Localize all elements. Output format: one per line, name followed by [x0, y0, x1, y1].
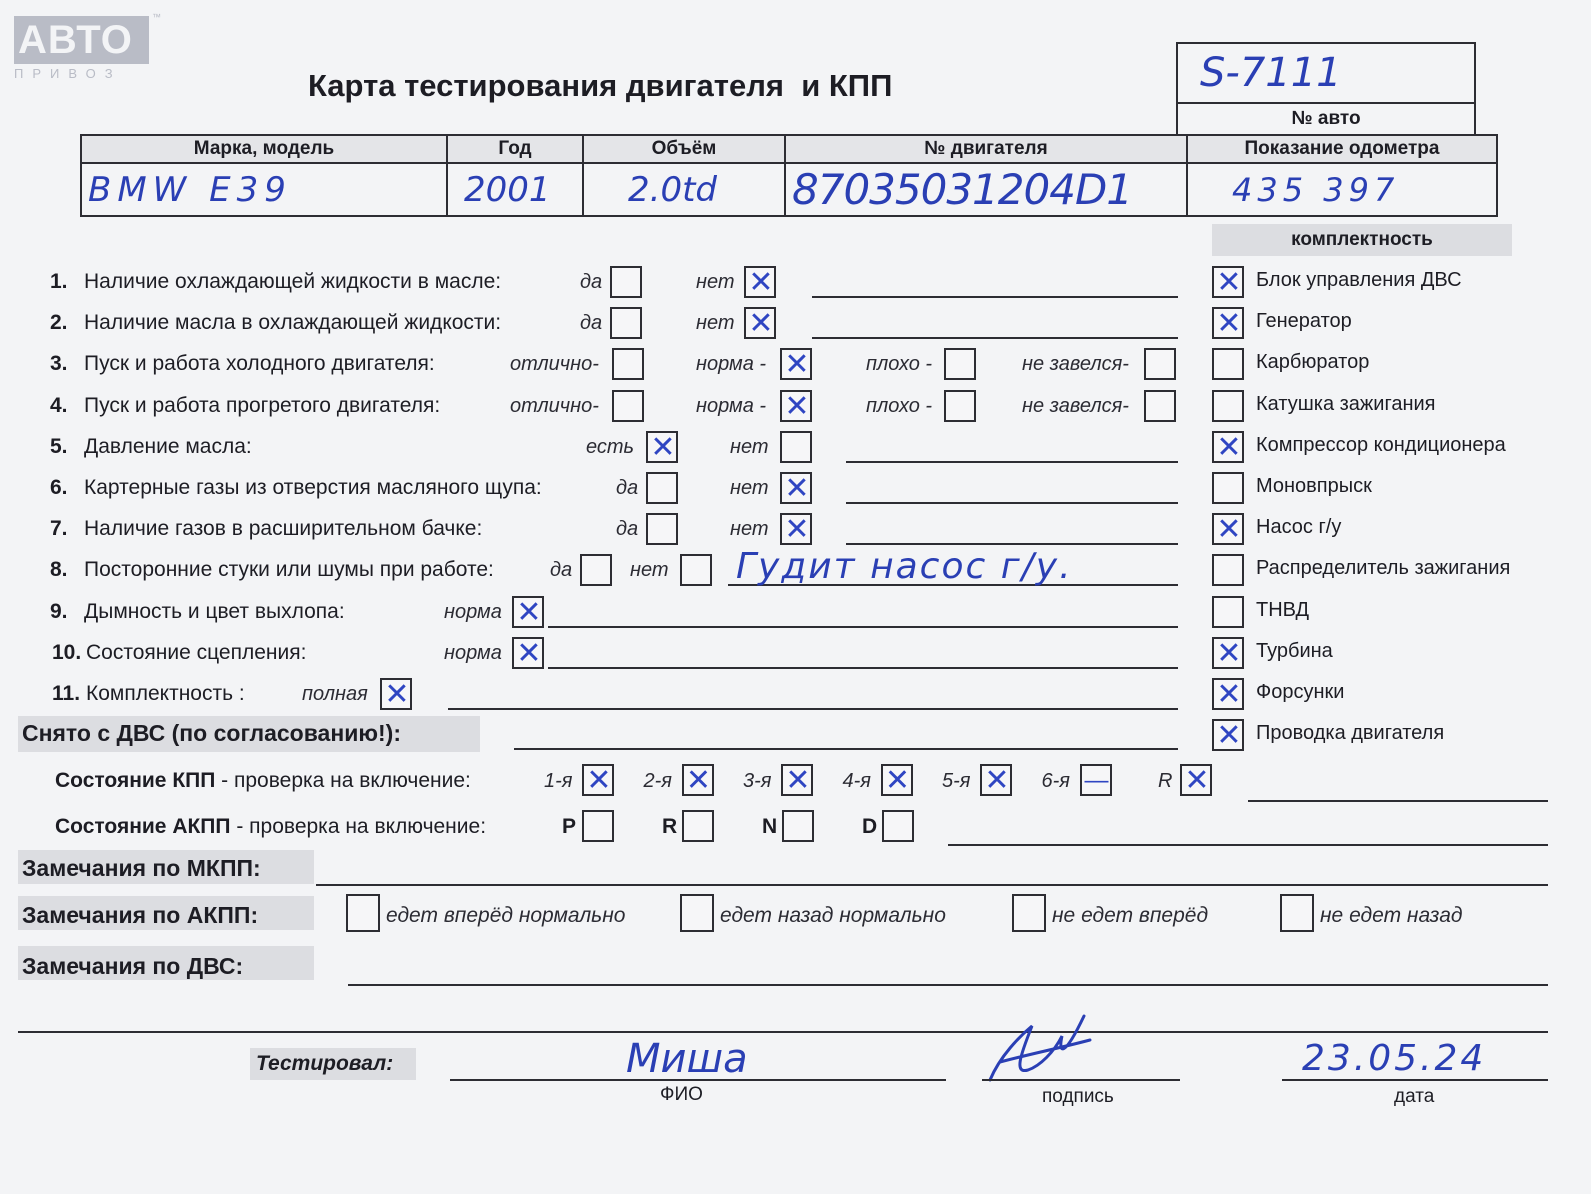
row-number: 2.	[50, 311, 68, 335]
row-option-checkbox[interactable]	[944, 348, 976, 380]
kpp-label-rest: - проверка на включение:	[215, 769, 471, 792]
kpp-gear-label: 6-я	[1041, 770, 1070, 792]
row-number: 5.	[50, 434, 68, 458]
akpp-position-label: N	[762, 815, 778, 838]
col-engine-number: № двигателя	[785, 135, 1187, 163]
kit-item-label: Катушка зажигания	[1256, 392, 1436, 415]
row-option-checkbox[interactable]	[646, 472, 678, 504]
mkpp-remarks-line[interactable]	[316, 884, 1548, 886]
kit-item-label: ТНВД	[1256, 598, 1310, 621]
row-label: Комплектность :	[86, 682, 245, 705]
row-option-checkbox[interactable]	[780, 431, 812, 463]
row-label: Картерные газы из отверстия масляного щупа:	[84, 476, 542, 499]
akpp-position-label: D	[862, 815, 878, 838]
kpp-gear-checkbox[interactable]	[1080, 764, 1112, 796]
row-option-label: норма -	[696, 394, 767, 417]
kpp-line[interactable]	[1248, 800, 1548, 802]
row-label: Давление масла:	[84, 434, 252, 458]
page-title: Карта тестирования двигателя и КПП	[308, 68, 893, 103]
col-make-model: Марка, модель	[81, 135, 447, 163]
row-option-checkbox[interactable]	[780, 513, 812, 545]
logo-sub: ПРИВОЗ	[14, 66, 122, 81]
kit-item-label: Проводка двигателя	[1256, 722, 1445, 745]
kit-checkbox[interactable]	[1212, 719, 1244, 751]
row-label: Пуск и работа холодного двигателя:	[84, 352, 435, 376]
row-option-checkbox[interactable]	[646, 513, 678, 545]
row-option-checkbox[interactable]	[1144, 348, 1176, 380]
kpp-gear-label: 2-я	[643, 770, 672, 792]
col-volume: Объём	[583, 135, 785, 163]
row-number: 8.	[50, 558, 68, 582]
row-option-checkbox[interactable]	[610, 266, 642, 298]
date-value[interactable]: 23.05.24	[1302, 1038, 1487, 1079]
tested-label: Тестировал:	[256, 1052, 394, 1075]
kpp-gear-checkbox[interactable]	[781, 764, 813, 796]
akpp-position-label: P	[562, 815, 577, 838]
date-line[interactable]	[1282, 1079, 1548, 1081]
row-label: Дымность и цвет выхлопа:	[84, 599, 345, 623]
vehicle-header-table	[80, 134, 1498, 217]
row-option-label: полная	[302, 683, 368, 705]
row-option-checkbox[interactable]	[580, 554, 612, 586]
kit-checkbox[interactable]	[1212, 596, 1244, 628]
kit-item-label: Насос г/у	[1256, 516, 1342, 539]
row-option-label: нет	[696, 312, 735, 335]
row-option-label: да	[580, 312, 603, 335]
kpp-gear-label: R	[1158, 770, 1173, 792]
auto-number-value: S-7111	[1200, 50, 1342, 96]
row-option-label: нет	[630, 559, 669, 582]
kpp-gear-label: 5-я	[942, 770, 971, 792]
akpp-label-rest: - проверка на включение:	[230, 815, 487, 838]
row-number: 6.	[50, 476, 68, 499]
akpp-remarks-label: Замечания по АКПП:	[22, 902, 259, 928]
akpp-position-checkbox[interactable]	[782, 810, 814, 842]
row-option-label: не завелся-	[1022, 394, 1129, 417]
row-option-label: отлично-	[510, 394, 599, 417]
signature-image	[980, 996, 1100, 1088]
auto-number-box	[1176, 42, 1476, 134]
row-label: Наличие охлаждающей жидкости в масле:	[84, 270, 502, 293]
logo	[14, 12, 161, 81]
row-option-checkbox[interactable]	[780, 348, 812, 380]
kit-item-label: Карбюратор	[1256, 351, 1370, 374]
akpp-remark-checkbox[interactable]	[1012, 894, 1046, 932]
row-option-label: нет	[730, 477, 769, 499]
kit-checkbox[interactable]	[1212, 637, 1244, 669]
kpp-gear-label: 1-я	[544, 770, 573, 792]
logo-tm: ™	[152, 12, 161, 22]
row-option-checkbox[interactable]	[744, 266, 776, 298]
dvs-remarks-line-1[interactable]	[348, 984, 1548, 986]
row-option-label: не завелся-	[1022, 353, 1129, 376]
row-option-checkbox[interactable]	[612, 390, 644, 422]
row-option-label: отлично-	[510, 353, 599, 376]
row-number: 10.	[52, 640, 82, 664]
row-option-checkbox[interactable]	[380, 678, 412, 710]
kit-item-label: Генератор	[1256, 310, 1352, 333]
volume-value[interactable]: 2.0td	[583, 163, 785, 216]
kit-checkbox[interactable]	[1212, 390, 1244, 422]
kpp-gear-checkbox[interactable]	[1180, 764, 1212, 796]
akpp-remark-label: не едет вперёд	[1052, 904, 1209, 927]
kit-item-label: Блок управления ДВС	[1256, 269, 1462, 291]
akpp-remark-checkbox[interactable]	[680, 894, 714, 932]
row-number: 11.	[52, 682, 81, 705]
akpp-label-bold: Состояние АКПП	[55, 815, 231, 838]
row-answer-line[interactable]	[846, 502, 1178, 504]
kit-checkbox[interactable]	[1212, 307, 1244, 339]
dvs-remarks-line-2[interactable]	[18, 1031, 1548, 1033]
row-option-checkbox[interactable]	[680, 554, 712, 586]
row-option-checkbox[interactable]	[944, 390, 976, 422]
akpp-position-label: R	[662, 815, 678, 838]
row-answer-line[interactable]	[812, 337, 1178, 339]
kit-checkbox[interactable]	[1212, 472, 1244, 504]
row-option-label: норма	[444, 641, 502, 664]
kpp-label-bold: Состояние КПП	[55, 769, 216, 792]
row-option-label: плохо -	[866, 353, 933, 376]
akpp-position-checkbox[interactable]	[582, 810, 614, 842]
kit-checkbox[interactable]	[1212, 348, 1244, 380]
kpp-label	[55, 769, 471, 793]
row-label: Наличие газов в расширительном бачке:	[84, 517, 483, 541]
year-value[interactable]: 2001	[447, 163, 583, 216]
row-number: 1.	[50, 270, 68, 293]
fio-line[interactable]	[450, 1079, 946, 1081]
kit-item-label: Форсунки	[1256, 681, 1345, 703]
row-option-checkbox[interactable]	[646, 431, 678, 463]
akpp-remark-label: не едет назад	[1320, 904, 1463, 927]
akpp-position-checkbox[interactable]	[882, 810, 914, 842]
row-option-checkbox[interactable]	[780, 472, 812, 504]
akpp-line[interactable]	[948, 844, 1548, 846]
row-number: 7.	[50, 517, 68, 541]
akpp-label	[55, 815, 486, 839]
kpp-gear-label: 4-я	[842, 770, 871, 792]
row-answer-line[interactable]	[548, 667, 1178, 669]
kpp-gear-checkbox[interactable]	[582, 764, 614, 796]
kit-title: комплектность	[1291, 229, 1433, 250]
fio-label: ФИО	[660, 1084, 703, 1105]
row-option-label: норма	[444, 600, 502, 623]
dvs-remarks-label: Замечания по ДВС:	[22, 953, 244, 979]
fio-value[interactable]: Миша	[626, 1036, 748, 1082]
mkpp-remarks-label: Замечания по МКПП:	[22, 855, 261, 881]
row-number: 9.	[50, 599, 68, 623]
row-label: Посторонние стуки или шумы при работе:	[84, 558, 494, 582]
kpp-gear-checkbox[interactable]	[980, 764, 1012, 796]
row-option-checkbox[interactable]	[780, 390, 812, 422]
date-label: дата	[1394, 1086, 1435, 1107]
row-option-checkbox[interactable]	[610, 307, 642, 339]
akpp-remark-label: едет назад нормально	[720, 904, 946, 927]
row-answer-line[interactable]	[812, 296, 1178, 298]
kit-checkbox[interactable]	[1212, 678, 1244, 710]
row-option-label: есть	[586, 435, 635, 458]
kit-checkbox[interactable]	[1212, 513, 1244, 545]
akpp-position-checkbox[interactable]	[682, 810, 714, 842]
engine-number-value[interactable]: 87035031204D1	[785, 163, 1187, 216]
col-year: Год	[447, 135, 583, 163]
row-label: Наличие масла в охлаждающей жидкости:	[84, 311, 502, 335]
signature-line[interactable]	[982, 1079, 1180, 1081]
signature-label: подпись	[1042, 1086, 1114, 1107]
auto-number-divider	[1178, 102, 1474, 104]
akpp-remark-checkbox[interactable]	[346, 894, 380, 932]
row-option-label: нет	[730, 435, 769, 458]
row-option-checkbox[interactable]	[744, 307, 776, 339]
row-answer-line[interactable]	[448, 708, 1178, 710]
row-option-label: нет	[730, 518, 769, 541]
kpp-gear-checkbox[interactable]	[682, 764, 714, 796]
row-answer-line[interactable]	[846, 543, 1178, 545]
auto-number-label: № авто	[1291, 108, 1361, 129]
row-option-label: да	[550, 559, 573, 582]
odometer-value[interactable]: 435 397	[1187, 163, 1497, 216]
row-option-label: нет	[696, 271, 735, 293]
row-option-checkbox[interactable]	[512, 637, 544, 669]
kit-item-label: Моновпрыск	[1256, 475, 1372, 497]
row-label: Пуск и работа прогретого двигателя:	[84, 393, 441, 417]
removed-line[interactable]	[514, 748, 1178, 750]
kit-item-label: Компрессор кондиционера	[1256, 433, 1506, 456]
row-number: 4.	[50, 393, 68, 417]
row-answer-line[interactable]	[846, 461, 1178, 463]
row-note[interactable]: Гудит насос г/у.	[736, 546, 1073, 588]
akpp-remark-label: едет вперёд нормально	[386, 904, 626, 927]
row-option-label: норма -	[696, 353, 767, 376]
col-odometer: Показание одометра	[1187, 135, 1497, 163]
row-option-label: да	[616, 518, 639, 541]
kit-item-label: Распределитель зажигания	[1256, 557, 1511, 580]
row-option-checkbox[interactable]	[512, 596, 544, 628]
row-option-checkbox[interactable]	[1144, 390, 1176, 422]
row-option-label: да	[616, 477, 639, 499]
make-model-value[interactable]: BMW E39	[81, 163, 447, 216]
logo-main: АВТО	[14, 16, 149, 64]
row-answer-line[interactable]	[548, 626, 1178, 628]
akpp-remark-checkbox[interactable]	[1280, 894, 1314, 932]
row-number: 3.	[50, 352, 68, 376]
kpp-gear-checkbox[interactable]	[881, 764, 913, 796]
row-option-label: плохо -	[866, 394, 933, 417]
kit-checkbox[interactable]	[1212, 431, 1244, 463]
removed-label: Снято с ДВС (по согласованию!):	[22, 720, 401, 746]
kit-checkbox[interactable]	[1212, 554, 1244, 586]
kpp-gear-label: 3-я	[743, 770, 772, 792]
kit-checkbox[interactable]	[1212, 266, 1244, 298]
kit-item-label: Турбина	[1256, 639, 1333, 662]
row-option-checkbox[interactable]	[612, 348, 644, 380]
row-label: Состояние сцепления:	[86, 640, 307, 664]
row-option-label: да	[580, 271, 603, 293]
